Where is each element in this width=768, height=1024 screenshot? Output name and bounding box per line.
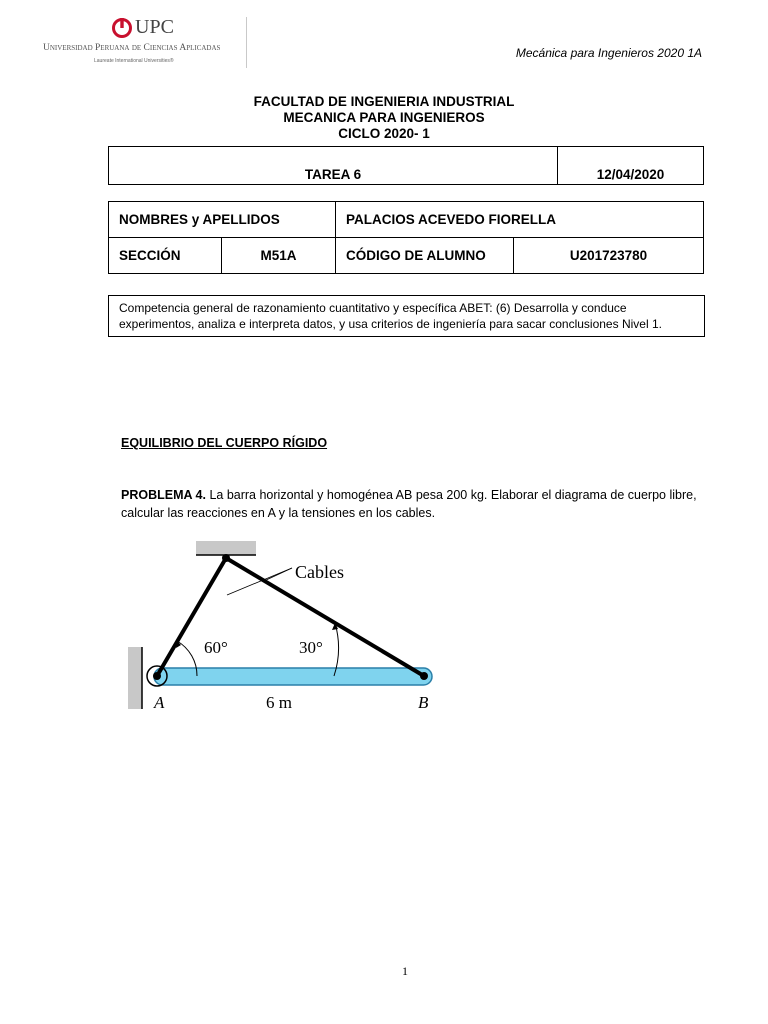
section-title: EQUILIBRIO DEL CUERPO RÍGIDO [121,436,328,450]
cable-left [157,558,226,676]
angle-b-label: 30° [299,638,323,657]
logo-laureate-text: Laureate International Universities® [94,58,174,64]
problem-text: La barra horizontal y homogénea AB pesa 200 kg. Elaborar el diagrama de cuerpo libre, calcular las reacciones en A y la tensiones en los cables. [121,488,697,520]
faculty-title: FACULTAD DE INGENIERIA INDUSTRIAL [253,94,515,109]
course-header: Mecánica para Ingenieros 2020 1A [515,46,702,60]
wall-support [128,647,142,709]
cables-label: Cables [295,562,344,582]
task-name: TAREA 6 [109,147,558,185]
angle-a-label: 60° [204,638,228,657]
pin-a [153,672,161,680]
upc-logo [42,17,247,68]
task-date: 12/04/2020 [558,147,704,185]
upc-emblem-icon [112,17,132,39]
student-names-row [109,202,704,238]
section-value: M51A [222,238,336,274]
point-a-label: A [154,693,165,712]
ceiling-support [196,541,256,555]
problem-statement [121,486,721,522]
point-b-label: B [418,693,429,712]
course-title: MECANICA PARA INGENIEROS [283,110,485,125]
length-label: 6 m [266,693,292,712]
pin-top [222,554,230,562]
page-number: 1 [402,964,408,978]
problem-label: PROBLEMA 4. [121,488,206,502]
student-table [108,201,704,274]
names-label: NOMBRES y APELLIDOS [109,202,336,238]
competence-box: Competencia general de razonamiento cuantitativo y específica ABET: (6) Desarrolla y conduce experimentos, analiza e interpreta datos, y usa criterios de ingeniería para sacar conclusiones Nivel 1. [108,295,705,337]
code-label: CÓDIGO DE ALUMNO [336,238,514,274]
bar-ab [154,668,432,685]
section-label: SECCIÓN [109,238,222,274]
pin-b [420,672,428,680]
task-table [108,146,704,185]
student-section-row [109,238,704,274]
problem-figure [124,535,444,720]
document-titles [0,94,768,142]
logo-upc-text: UPC [135,16,174,38]
task-row [109,147,704,185]
cycle-title: CICLO 2020- 1 [338,126,430,141]
logo-university-name: Universidad Peruana de Ciencias Aplicadas [43,43,221,53]
names-value: PALACIOS ACEVEDO FIORELLA [336,202,704,238]
code-value: U201723780 [514,238,704,274]
